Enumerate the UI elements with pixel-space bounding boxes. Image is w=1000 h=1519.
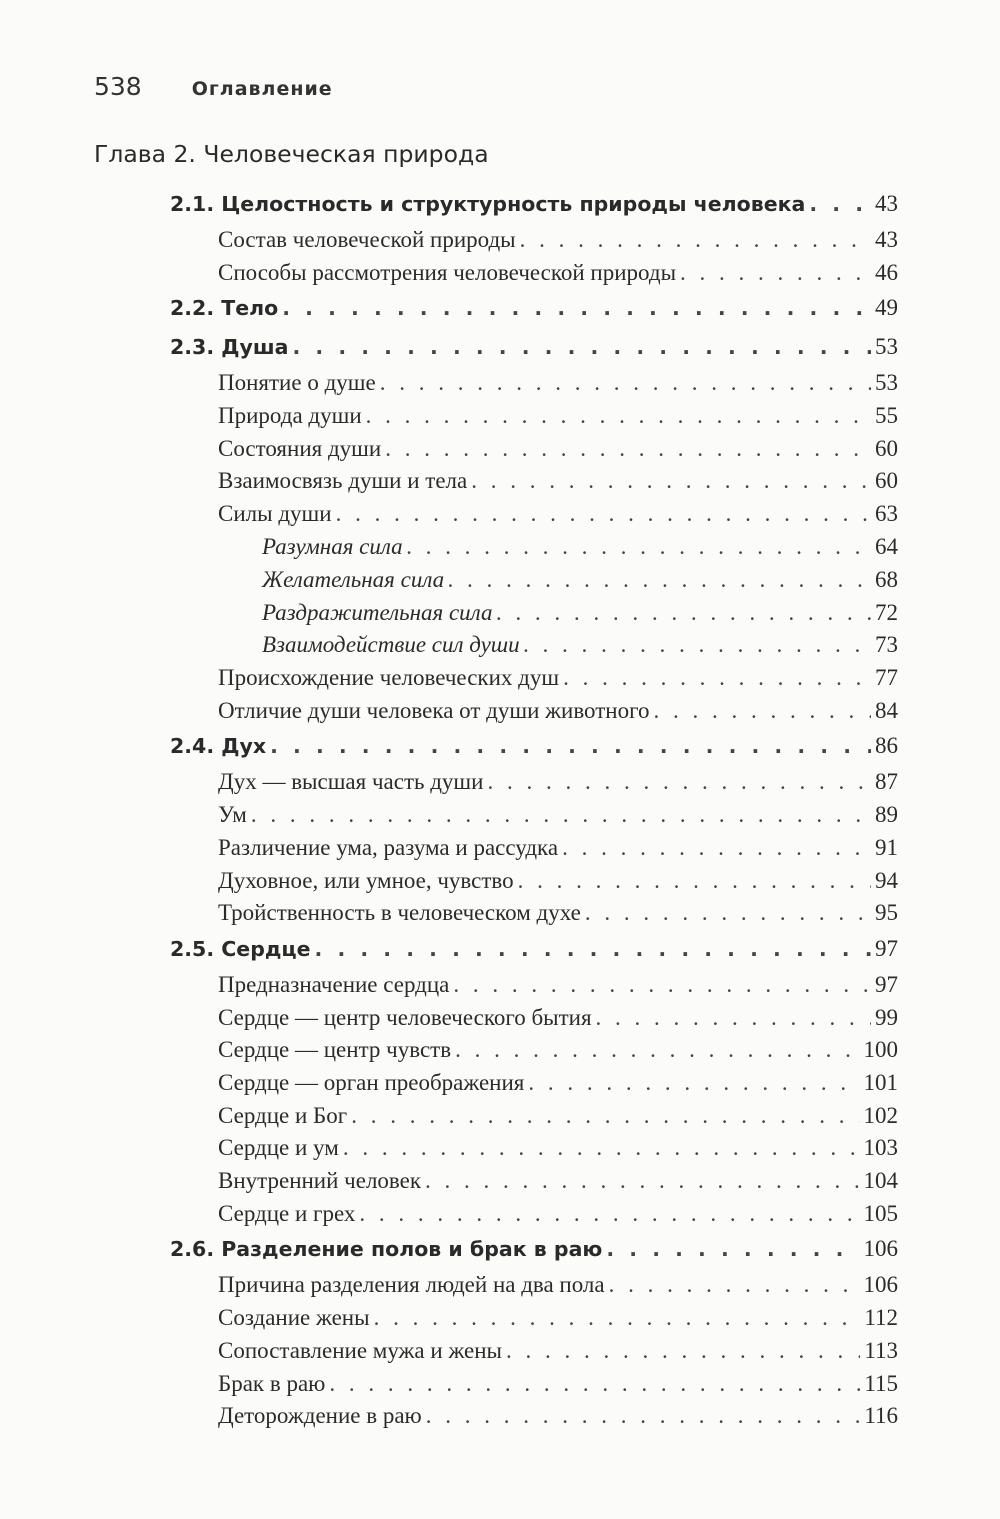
toc-entry[interactable]: Сердце и грех . . . 105: [218, 1197, 898, 1231]
toc-entry[interactable]: Дух — высшая часть души . . . 87: [218, 765, 898, 799]
chapter-title: Глава 2. Человеческая природа: [94, 140, 489, 168]
toc-entry[interactable]: Деторождение в раю . . . 116: [218, 1399, 898, 1433]
toc-entry[interactable]: Тройственность в человеческом духе . . . 95: [218, 896, 898, 930]
toc-entry[interactable]: Сопоставление мужа и жены . . . 113: [218, 1334, 898, 1368]
toc-entry[interactable]: Сердце — центр чувств . . . 100: [218, 1033, 898, 1067]
toc-entry[interactable]: Создание жены . . . 112: [218, 1301, 898, 1335]
toc-entry[interactable]: Сердце — центр человеческого бытия . . . 99: [218, 1001, 898, 1035]
toc-entry[interactable]: Происхождение человеческих душ . . . 77: [218, 661, 898, 695]
toc-entry[interactable]: Предназначение сердца . . . 97: [218, 968, 898, 1002]
toc-entry[interactable]: Внутренний человек . . . 104: [218, 1164, 898, 1198]
toc-entry[interactable]: Природа души . . . 55: [218, 399, 898, 433]
toc-section-2-5[interactable]: 2.5. Сердце . . . 97: [170, 932, 898, 966]
toc-subentry[interactable]: Раздражительная сила . . . 72: [262, 596, 898, 630]
toc-entry[interactable]: Сердце и ум . . . 103: [218, 1131, 898, 1165]
running-title: Оглавление: [191, 78, 333, 100]
toc-entry[interactable]: Состояния души . . . 60: [218, 432, 898, 466]
toc-section-2-4[interactable]: 2.4. Дух . . . 86: [170, 729, 898, 763]
toc-section-2-2[interactable]: 2.2. Тело . . . 49: [170, 291, 898, 325]
toc-entry[interactable]: Различение ума, разума и рассудка . . . 91: [218, 831, 898, 865]
toc-entry[interactable]: Духовное, или умное, чувство . . . 94: [218, 864, 898, 898]
toc-entry[interactable]: Взаимосвязь души и тела . . . 60: [218, 464, 898, 498]
toc-section-2-3[interactable]: 2.3. Душа . . . 53: [170, 330, 898, 364]
toc-section-2-6[interactable]: 2.6. Разделение полов и брак в раю . . . 106: [170, 1232, 898, 1266]
toc-entry[interactable]: Способы рассмотрения человеческой природы . . . 46: [218, 256, 898, 290]
toc-subentry[interactable]: Взаимодействие сил души . . . 73: [262, 628, 898, 662]
toc-entry[interactable]: Сердце и Бог . . . 102: [218, 1099, 898, 1133]
toc-entry[interactable]: Ум . . . 89: [218, 798, 898, 832]
running-head: [94, 72, 333, 106]
toc-entry[interactable]: Брак в раю . . . 115: [218, 1367, 898, 1401]
toc-entry[interactable]: Сердце — орган преображения . . . 101: [218, 1066, 898, 1100]
toc-entry[interactable]: Причина разделения людей на два пола . . . 106: [218, 1268, 898, 1302]
toc-subentry[interactable]: Желательная сила . . . 68: [262, 563, 898, 597]
toc-entry[interactable]: Понятие о душе . . . 53: [218, 366, 898, 400]
toc-entry[interactable]: Отличие души человека от души животного . . . 84: [218, 694, 898, 728]
page-number: 538: [94, 72, 142, 101]
toc-subentry[interactable]: Разумная сила . . . 64: [262, 530, 898, 564]
toc-entry[interactable]: Силы души . . . 63: [218, 497, 898, 531]
toc-section-2-1[interactable]: 2.1. Целостность и структурность природы человека . . . 43: [170, 187, 898, 221]
toc-entry[interactable]: Состав человеческой природы . . . 43: [218, 223, 898, 257]
